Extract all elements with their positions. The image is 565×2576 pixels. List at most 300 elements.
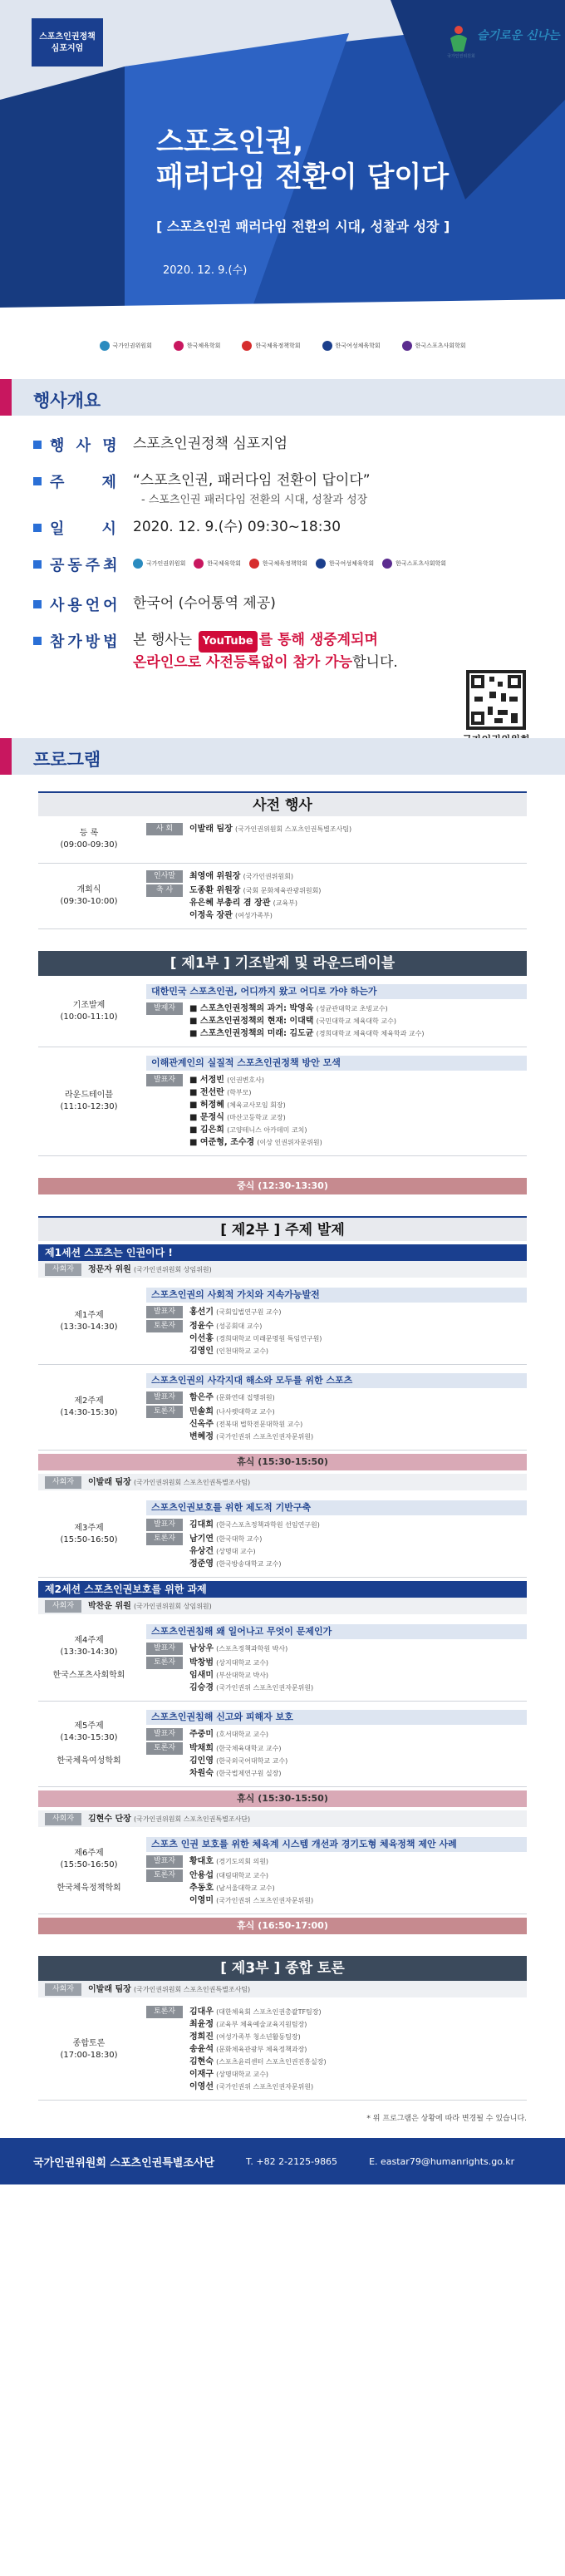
org-logo-icon <box>133 559 143 569</box>
participant: 송윤석 <box>189 2045 214 2054</box>
role-badge: 토론자 <box>146 1320 183 1332</box>
host-logo <box>100 341 152 351</box>
host-logo-name: 한국스포츠사회학회 <box>415 342 466 349</box>
host-logo-name: 한국여성체육학회 <box>329 560 375 567</box>
time-cell: 제6주제 (15:50-16:50) 한국체육정책학회 <box>56 1849 121 1893</box>
names-list <box>189 884 321 922</box>
names-list <box>189 1643 287 1655</box>
role-line <box>146 870 527 883</box>
participant: 민솔희 <box>189 1407 214 1416</box>
participant-affiliation: (스포츠윤리센터 스포츠인권진흥실장) <box>216 2058 327 2066</box>
participant: 김현수 단장 <box>88 1814 131 1824</box>
participant-name <box>88 1983 250 1996</box>
participant: 김현숙 <box>189 2057 214 2066</box>
role-line <box>146 1855 527 1868</box>
participant: 김대희 <box>189 1520 214 1529</box>
participant: 이정옥 장관 <box>189 911 233 920</box>
participant: ■ 스포츠인권정책의 과거: 박영옥 <box>189 1004 314 1013</box>
break-bar: 휴식 (16:50-17:00) <box>38 1918 527 1934</box>
participant-affiliation: (문화연대 집행위원) <box>216 1394 275 1401</box>
role-badge: 발표자 <box>146 1306 183 1318</box>
row-content <box>140 1279 527 1364</box>
bullet-square-icon <box>33 600 42 608</box>
participant-name <box>88 1476 250 1489</box>
lunch-break: 중식 (12:30-13:30) <box>38 1178 527 1194</box>
topic-title: 스포츠인권보호를 위한 제도적 기반구축 <box>146 1500 527 1515</box>
pre-event-title: 사전 행사 <box>38 791 527 816</box>
part1-title: [ 제1부 ] 기조발제 및 라운드테이블 <box>38 951 527 976</box>
topic-title: 이해관계인의 실질적 스포츠인권정책 방안 모색 <box>146 1056 527 1071</box>
names-list <box>189 1074 322 1149</box>
participant: 도종환 위원장 <box>189 886 241 895</box>
participant: 주중미 <box>189 1730 214 1739</box>
overview-heading <box>0 379 565 417</box>
part1-block <box>38 951 527 1194</box>
host-logo <box>316 554 374 574</box>
participant-name <box>189 1136 322 1149</box>
role-badge: 토론자 <box>146 1533 183 1545</box>
role-badge: 사회자 <box>45 1476 81 1489</box>
row-content <box>140 1365 527 1450</box>
host-logo-name: 한국스포츠사회학회 <box>396 560 446 567</box>
participant-affiliation: (국가인권위원회) <box>243 873 293 880</box>
participant-name <box>189 1558 282 1570</box>
participant: 신옥주 <box>189 1420 214 1429</box>
participant-name <box>189 1855 268 1868</box>
participant-affiliation: (대림대학교 교수) <box>216 1872 269 1879</box>
participant-affiliation: (국회 문화체육관광위원회) <box>243 887 322 894</box>
names-list <box>189 870 293 883</box>
participant: ■ 스포츠인권정책의 미래: 김도균 <box>189 1029 314 1038</box>
participant-name <box>189 2056 327 2068</box>
participant-affiliation: (호서대학교 교수) <box>216 1731 269 1738</box>
bullet-square-icon <box>33 441 42 449</box>
row-content <box>140 1492 527 1577</box>
participant-name <box>189 1882 313 1894</box>
participant-name <box>189 1002 424 1015</box>
participant-name <box>189 1391 275 1404</box>
row-content <box>140 1999 527 2100</box>
participant-affiliation: (국가인권위 스포츠인권자문위원) <box>216 1684 314 1692</box>
role-badge: 발표자 <box>146 1519 183 1531</box>
program-row <box>38 1047 527 1156</box>
participant: 김대우 <box>189 2007 214 2017</box>
participant: ■ 문정식 <box>189 1113 224 1122</box>
pre-event-block <box>38 791 527 929</box>
role-line <box>146 1728 527 1741</box>
role-line <box>146 1391 527 1404</box>
host-logo <box>249 554 307 574</box>
time-cell: 기조발제 (10:00-11:10) <box>60 1000 118 1022</box>
program-row <box>38 1829 527 1914</box>
qr-code-icon[interactable] <box>466 670 526 730</box>
hero-date: 2020. 12. 9.(수) <box>163 264 248 277</box>
participant-affiliation: (여성가족부) <box>234 912 273 919</box>
part3-title: [ 제3부 ] 종합 토론 <box>38 1956 527 1981</box>
role-line <box>146 1643 527 1655</box>
participant-name <box>189 1124 322 1136</box>
participant: 최영애 위원장 <box>189 872 241 881</box>
role-line <box>146 1406 527 1443</box>
participant-affiliation: (국민대학교 체육대학 교수) <box>316 1017 397 1025</box>
participant: 이선홍 <box>189 1334 214 1343</box>
bullet-square-icon <box>33 477 42 485</box>
participant-affiliation: (체육교사모임 회장) <box>227 1101 286 1109</box>
participant-name <box>189 1869 313 1882</box>
campaign-logo <box>447 22 560 60</box>
participant-affiliation: (학부모) <box>227 1089 252 1096</box>
participant-affiliation: (한국체육대학교 교수) <box>216 1745 282 1752</box>
role-line <box>146 1306 527 1318</box>
participant-name <box>189 1320 322 1332</box>
role-badge: 사 회 <box>146 823 183 835</box>
participant-affiliation: (한국방송대학교 교수) <box>216 1560 282 1568</box>
participant-affiliation: (전북대 법학전문대학원 교수) <box>216 1421 303 1428</box>
names-list <box>189 1306 282 1318</box>
program-row <box>38 976 527 1047</box>
participant-affiliation: (한국대학 교수) <box>216 1535 263 1543</box>
participant-name <box>189 1099 322 1111</box>
participant-affiliation: (국가인권위원회 스포츠인권특별조사팀) <box>133 1985 251 1993</box>
row-content <box>140 864 527 928</box>
host-logo-name: 한국여성체육학회 <box>335 342 381 349</box>
names-list <box>88 1476 250 1489</box>
role-badge: 사회자 <box>45 1813 81 1825</box>
participant: 변혜정 <box>189 1432 214 1441</box>
participant: 이영미 <box>189 1896 214 1905</box>
names-list <box>88 1813 250 1825</box>
row-content <box>140 1702 527 1786</box>
person-logo-icon <box>447 25 470 53</box>
bullet-square-icon <box>33 560 42 569</box>
role-line <box>146 823 527 835</box>
program-heading-text: 프로그램 <box>33 750 101 770</box>
org-logo-icon <box>174 341 184 351</box>
names-list <box>189 1406 313 1443</box>
role-badge: 사회자 <box>45 1983 81 1996</box>
participant-name <box>189 1345 322 1357</box>
participant-name <box>189 870 293 883</box>
participant: ■ 전선란 <box>189 1088 224 1097</box>
role-line <box>146 1320 527 1357</box>
participant-affiliation: (마산고등학교 교장) <box>227 1114 286 1121</box>
participant: 김인영 <box>189 1756 214 1766</box>
program-row <box>38 1999 527 2101</box>
role-badge: 발표자 <box>146 1728 183 1741</box>
overview-heading-text: 행사개요 <box>33 391 101 411</box>
footer-email[interactable]: E. eastar79@humanrights.go.kr <box>369 2155 515 2167</box>
names-list <box>189 1391 275 1404</box>
participant: 정윤수 <box>189 1322 214 1331</box>
names-list <box>189 1728 268 1741</box>
time-cell: 개회식 (09:30-10:00) <box>60 885 118 906</box>
participant-name <box>189 2068 327 2081</box>
participant-name <box>189 1519 320 1531</box>
participant-affiliation: (국가인권위원회 스포츠인권특별조사단) <box>133 1815 251 1823</box>
participant-affiliation: (상명대학교 교수) <box>216 2071 269 2078</box>
row-content <box>140 1829 527 1914</box>
participant-affiliation: (인권변호사) <box>227 1076 264 1084</box>
participant-affiliation: (문화체육관광부 체육정책과장) <box>216 2046 307 2053</box>
participant-affiliation: (부산대학교 박사) <box>216 1672 269 1679</box>
program-row <box>38 864 527 929</box>
role-badge: 토론자 <box>146 1742 183 1755</box>
participant-affiliation: (경희대학교 체육대학 체육학과 교수) <box>316 1030 425 1037</box>
role-line <box>146 2006 527 2093</box>
time-cell: 라운드테이블 (11:10-12:30) <box>60 1091 118 1111</box>
campaign-logo-text: 슬기로운 신나는 <box>477 29 560 42</box>
role-line <box>146 1519 527 1531</box>
role-line <box>146 884 527 922</box>
participant-affiliation: (국가인권위 스포츠인권자문위원) <box>216 1433 314 1441</box>
participant: 함은주 <box>189 1393 214 1402</box>
org-logo-icon <box>402 341 412 351</box>
participant: 임새미 <box>189 1671 214 1680</box>
org-logo-icon <box>322 341 332 351</box>
participant-name <box>189 1767 287 1780</box>
participant-name <box>189 1086 322 1099</box>
participant-name <box>189 884 321 897</box>
row-content <box>140 816 527 863</box>
participant: ■ 여준형, 조수경 <box>189 1138 255 1147</box>
topic-title: 스포츠인권의 사회적 가치와 지속가능발전 <box>146 1288 527 1303</box>
participant-affiliation: (고양테니스 아카데미 코치) <box>227 1126 307 1134</box>
host-logo <box>382 554 446 574</box>
role-line <box>146 1533 527 1570</box>
participant-name <box>88 1813 250 1825</box>
participant-name <box>189 1015 424 1027</box>
host-logo <box>402 341 466 351</box>
role-badge: 토론자 <box>146 2006 183 2018</box>
names-list <box>189 1855 268 1868</box>
participant: 박창범 <box>189 1658 214 1667</box>
row-content <box>140 1616 527 1701</box>
participant: 황대호 <box>189 1857 214 1866</box>
participant-affiliation: (나사렛대학교 교수) <box>216 1408 275 1416</box>
time-cell: 제4주제 (13:30-14:30) 한국스포츠사회학회 <box>52 1636 125 1680</box>
program-row <box>38 1279 527 1365</box>
participant-name <box>189 1742 287 1755</box>
time-cell: 등 록 (09:00-09:30) <box>60 829 118 850</box>
participant-affiliation: (경희대학교 미래문명원 특임연구원) <box>216 1335 322 1342</box>
role-badge: 토론자 <box>146 1869 183 1882</box>
role-badge: 사회자 <box>45 1263 81 1276</box>
participant-affiliation: (경기도의회 의원) <box>216 1858 269 1865</box>
org-logo-icon <box>316 559 326 569</box>
participant-name <box>189 1111 322 1124</box>
participant: 최윤정 <box>189 2020 214 2029</box>
participant-affiliation: (대한체육회 스포츠인권총괄TF팀장) <box>216 2008 322 2016</box>
moderator-line <box>38 1981 527 1997</box>
names-list <box>189 1320 322 1357</box>
org-logo-icon <box>382 559 392 569</box>
participant-name <box>189 1306 282 1318</box>
participant-affiliation: (스포츠정책과학원 박사) <box>216 1645 288 1652</box>
hero-title: 스포츠인권, 패러다임 전환이 답이다 <box>156 126 450 194</box>
host-logo-name: 한국체육학회 <box>186 342 221 349</box>
time-cell: 제5주제 (14:30-15:30) 한국체육여성학회 <box>56 1721 121 1766</box>
participant: ■ 허정혜 <box>189 1101 224 1110</box>
org-logo-icon <box>100 341 110 351</box>
hero-banner <box>0 0 565 332</box>
bullet-square-icon <box>33 524 42 532</box>
participant-affiliation: (국가인권위원회 상임위원) <box>133 1265 212 1273</box>
part3-block <box>38 1956 527 2101</box>
host-logo <box>322 341 381 351</box>
host-logo <box>194 554 241 574</box>
participant-name <box>189 1431 313 1443</box>
break-bar: 휴식 (15:30-15:50) <box>38 1790 527 1807</box>
campaign-logo-sub: 국가인권위원회 <box>447 54 475 59</box>
host-logos <box>0 341 565 351</box>
role-line <box>146 1869 527 1907</box>
participant-name <box>189 2081 327 2093</box>
role-badge: 축 사 <box>146 884 183 897</box>
role-badge: 발표자 <box>146 1074 183 1086</box>
participant-name <box>189 1728 268 1741</box>
role-badge: 발표자 <box>146 1391 183 1404</box>
overview-row-date: 일 시 2020. 12. 9.(수) 09:30~18:30 <box>33 517 532 554</box>
topic-title: 스포츠인권의 사각지대 해소와 모두를 위한 스포츠 <box>146 1373 527 1388</box>
participant: 정준영 <box>189 1559 214 1569</box>
role-line <box>146 1657 527 1694</box>
topic-title: 스포츠 인권 보호를 위한 체육계 시스템 개선과 경기도형 체육정책 제안 사례 <box>146 1837 527 1852</box>
program-heading <box>0 738 565 776</box>
org-logo-icon <box>194 559 204 569</box>
participant-name <box>189 909 321 922</box>
participant: ■ 김은희 <box>189 1125 224 1135</box>
participant-name <box>189 1332 322 1345</box>
role-badge: 토론자 <box>146 1406 183 1418</box>
host-logo-name: 국가인권위원회 <box>112 342 152 349</box>
participant-name <box>189 1682 313 1694</box>
participant: 추동호 <box>189 1884 214 1893</box>
participant-affiliation: (국가인권위원회 스포츠인권특별조사팀) <box>133 1478 251 1486</box>
participant-name <box>189 1074 322 1086</box>
symposium-badge: 스포츠인권정책 심포지엄 <box>32 18 103 66</box>
participant: 남상우 <box>189 1644 214 1653</box>
participant-name <box>189 1755 287 1767</box>
names-list <box>189 2006 327 2093</box>
participant-name <box>88 1263 212 1276</box>
participant-name <box>189 1533 282 1545</box>
role-line <box>146 1742 527 1780</box>
overview-section <box>0 417 565 718</box>
host-logo <box>133 554 185 574</box>
participant-name <box>88 1600 212 1613</box>
moderator-line <box>38 1810 527 1827</box>
participant-name <box>189 1418 313 1431</box>
program-row <box>38 1616 527 1702</box>
footer-org: 국가인권위원회 스포츠인권특별조사단 <box>33 2156 215 2170</box>
time-cell: 제1주제 (13:30-14:30) <box>60 1311 118 1332</box>
logo-strip <box>0 332 565 379</box>
participant-affiliation: (한국외국어대학교 교수) <box>216 1757 288 1765</box>
session-title: 제1세션 스포츠는 인권이다 ! <box>38 1244 527 1261</box>
host-logo-name: 한국체육학회 <box>207 560 241 567</box>
break-bar: 휴식 (15:30-15:50) <box>38 1454 527 1470</box>
participant-name <box>189 2006 327 2018</box>
participant-affiliation: (국가인권위원회 스포츠인권특별조사팀) <box>234 825 352 833</box>
participant: ■ 스포츠인권정책의 현재: 이대택 <box>189 1017 314 1026</box>
names-list <box>189 1533 282 1570</box>
cohost-logos <box>133 554 446 574</box>
participant: 박채희 <box>189 1744 214 1753</box>
names-list <box>189 823 351 835</box>
topic-title: 스포츠인권침해 신고와 피해자 보호 <box>146 1710 527 1725</box>
part2-block <box>38 1216 527 1934</box>
program-row <box>38 1702 527 1787</box>
participant: 이발래 팀장 <box>88 1477 131 1487</box>
role-badge: 토론자 <box>146 1657 183 1669</box>
host-logo-name: 한국체육정책학회 <box>255 342 301 349</box>
participant: 남기연 <box>189 1534 214 1544</box>
participant: 김승경 <box>189 1683 214 1692</box>
topic-title: 대한민국 스포츠인권, 어디까지 왔고 어디로 가야 하는가 <box>146 984 527 999</box>
host-logo <box>174 341 221 351</box>
names-list <box>189 1519 320 1531</box>
footer-phone: T. +82 2-2125-9865 <box>246 2155 338 2167</box>
participant-affiliation: (상명대 교수) <box>216 1548 256 1555</box>
participant: ■ 서정빈 <box>189 1076 224 1085</box>
time-cell: 종합토론 (17:00-18:30) <box>60 2038 118 2060</box>
role-line <box>146 1002 527 1040</box>
participant: 이재구 <box>189 2070 214 2079</box>
participant-affiliation: (국가인권위원회 상임위원) <box>133 1602 212 1610</box>
footer <box>0 2138 565 2184</box>
role-badge: 발표자 <box>146 1855 183 1868</box>
names-list <box>189 1002 424 1040</box>
participant-name <box>189 897 321 909</box>
participant-name <box>189 1669 313 1682</box>
moderator-line <box>38 1261 527 1278</box>
participant-affiliation: (한국스포츠정책과학원 선임연구원) <box>216 1521 320 1529</box>
participant-name <box>189 1027 424 1040</box>
participant-name <box>189 1406 313 1418</box>
role-line <box>146 1074 527 1149</box>
participant-name <box>189 1657 313 1669</box>
org-logo-icon <box>242 341 252 351</box>
participant: 박찬운 위원 <box>88 1601 131 1611</box>
program-section <box>0 776 565 2101</box>
participant: 이발래 팀장 <box>189 825 233 834</box>
participant-affiliation: (국가인권위 스포츠인권자문위원) <box>216 1897 314 1904</box>
moderator-line <box>38 1474 527 1490</box>
participant: 정문자 위원 <box>88 1264 131 1274</box>
overview-row-language: 사용언어 한국어 (수어통역 제공) <box>33 594 532 630</box>
participant: 홍선기 <box>189 1308 214 1317</box>
session-title: 제2세션 스포츠인권보호를 위한 과제 <box>38 1581 527 1598</box>
participant-name <box>189 823 351 835</box>
overview-row-participation: 참가방법 본 행사는 YouTube 를 통해 생중계되며 온라인으로 사전등록없이 참가 가능합니다. <box>33 630 532 710</box>
program-row <box>38 1492 527 1578</box>
participant-affiliation: (남서울대학교 교수) <box>216 1884 275 1892</box>
participant-name <box>189 2018 327 2031</box>
names-list <box>189 1742 287 1780</box>
participant: 유상건 <box>189 1547 214 1556</box>
participant-affiliation: (상지대학교 교수) <box>216 1659 269 1667</box>
participant-affiliation: (이상 인권위자문위원) <box>257 1139 322 1146</box>
participant-name <box>189 1545 282 1558</box>
topic-title: 스포츠인권침해 왜 일어나고 무엇이 문제인가 <box>146 1624 527 1639</box>
role-badge: 발표자 <box>146 1643 183 1655</box>
host-logo <box>242 341 300 351</box>
participant-affiliation: (한국법제연구원 실장) <box>216 1770 282 1777</box>
host-logo-name: 한국체육정책학회 <box>262 560 308 567</box>
names-list <box>189 1869 313 1907</box>
participant-affiliation: (인천대학교 교수) <box>216 1347 269 1355</box>
participant-name <box>189 2043 327 2056</box>
